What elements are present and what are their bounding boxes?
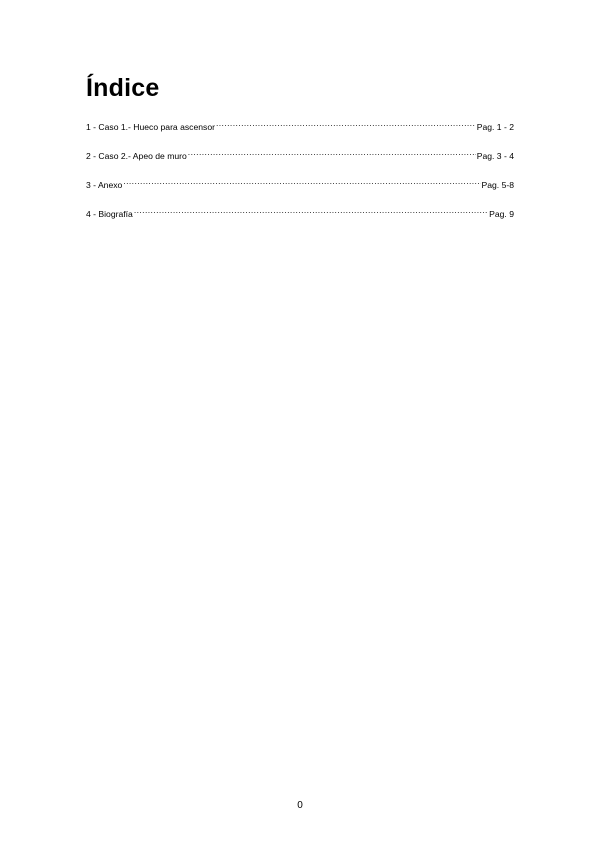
toc-entry-label: 4 - Biografía — [86, 209, 133, 219]
page-title: Índice — [86, 74, 160, 102]
toc-entry-biografia[interactable] — [86, 203, 514, 217]
toc-entry-label: 2 - Caso 2.- Apeo de muro — [86, 151, 187, 161]
toc-entry-anexo[interactable] — [86, 174, 514, 188]
toc-dot-leader — [134, 203, 488, 217]
toc-entry-page: Pag. 9 — [489, 209, 514, 219]
toc-entry-page: Pag. 5-8 — [481, 180, 514, 190]
toc-entry-label: 1 - Caso 1.- Hueco para ascensor — [86, 122, 215, 132]
toc-dot-leader — [188, 145, 476, 159]
toc-dot-leader — [216, 116, 476, 130]
table-of-contents — [86, 116, 514, 232]
toc-dot-leader — [123, 174, 480, 188]
toc-entry-page: Pag. 3 - 4 — [476, 151, 514, 161]
toc-entry-caso-2[interactable] — [86, 145, 514, 159]
toc-entry-page: Pag. 1 - 2 — [476, 122, 514, 132]
toc-entry-label: 3 - Anexo — [86, 180, 123, 190]
toc-entry-caso-1[interactable] — [86, 116, 514, 130]
page-number: 0 — [297, 800, 303, 811]
